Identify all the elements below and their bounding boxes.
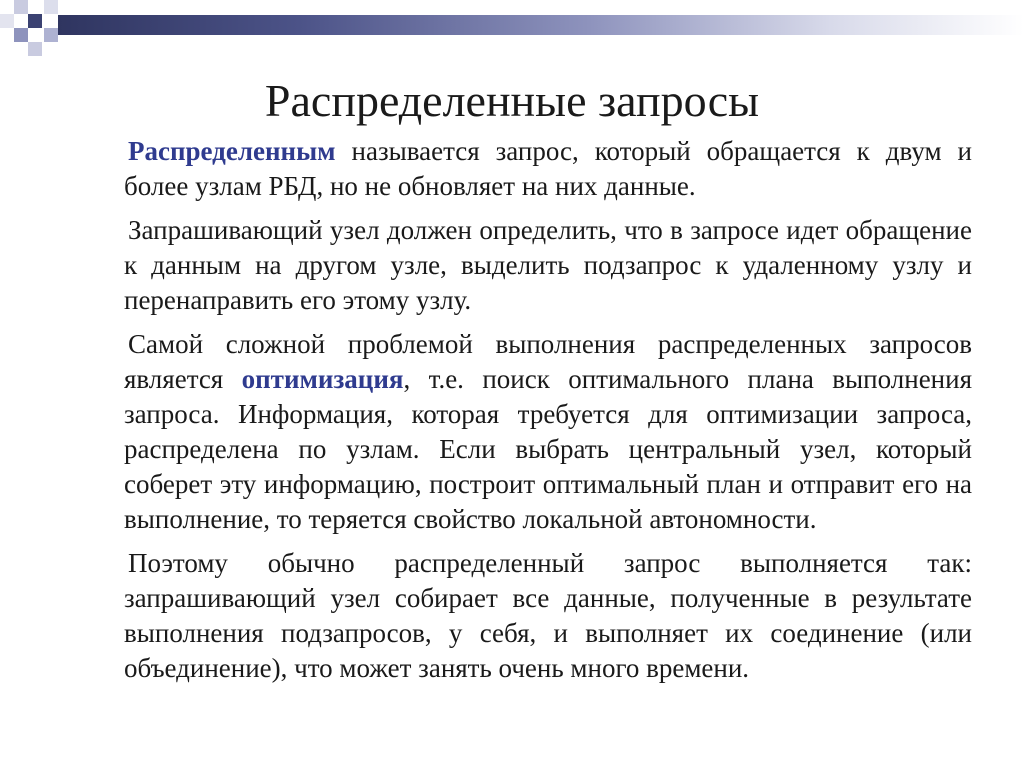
header-gradient-bar	[58, 15, 1024, 35]
term-highlight: Распределенным	[128, 136, 336, 166]
slide-title: Распределенные запросы	[264, 75, 760, 126]
header-square-4	[14, 28, 28, 42]
header-square-1	[14, 0, 28, 14]
paragraph-execution: Поэтому обычно распределенный запрос выполняется так: запрашивающий узел собирает все данные, полученные в результате выполнения подзапросов, у себя, и выполняет их соединение (или объединение), что может занять очень много времени.	[124, 548, 972, 683]
paragraph-optimization	[124, 327, 972, 537]
paragraph-text: называется запрос, который обращается к двум и более узлам РБД, но не обновляет на них данные.	[124, 136, 972, 201]
header-square-5	[44, 28, 58, 42]
term-highlight: оптимизация	[241, 364, 404, 394]
header-square-2	[28, 14, 42, 28]
header-square-7	[0, 14, 14, 28]
header-square-6	[28, 42, 42, 56]
header-square-3	[44, 0, 58, 14]
paragraph-requesting-node: Запрашивающий узел должен определить, что в запросе идет обращение к данным на другом узле, выделить подзапрос к удаленному узлу и перенаправить его этому узлу.	[124, 215, 972, 315]
paragraph-text: , т.е. поиск оптимального плана выполнения запроса. Информация, которая требуется для оптимизации запроса, распределена по узлам. Если выбрать центральный узел, который соберет эту информацию, построит оптимальный план и отправит его на выполнение, то теряется свойство локальной автономности.	[124, 364, 972, 534]
slide-body	[124, 134, 972, 695]
paragraph-definition	[124, 134, 972, 204]
paragraph-text: Самой сложной проблемой выполнения распределенных запросов является	[124, 329, 972, 394]
